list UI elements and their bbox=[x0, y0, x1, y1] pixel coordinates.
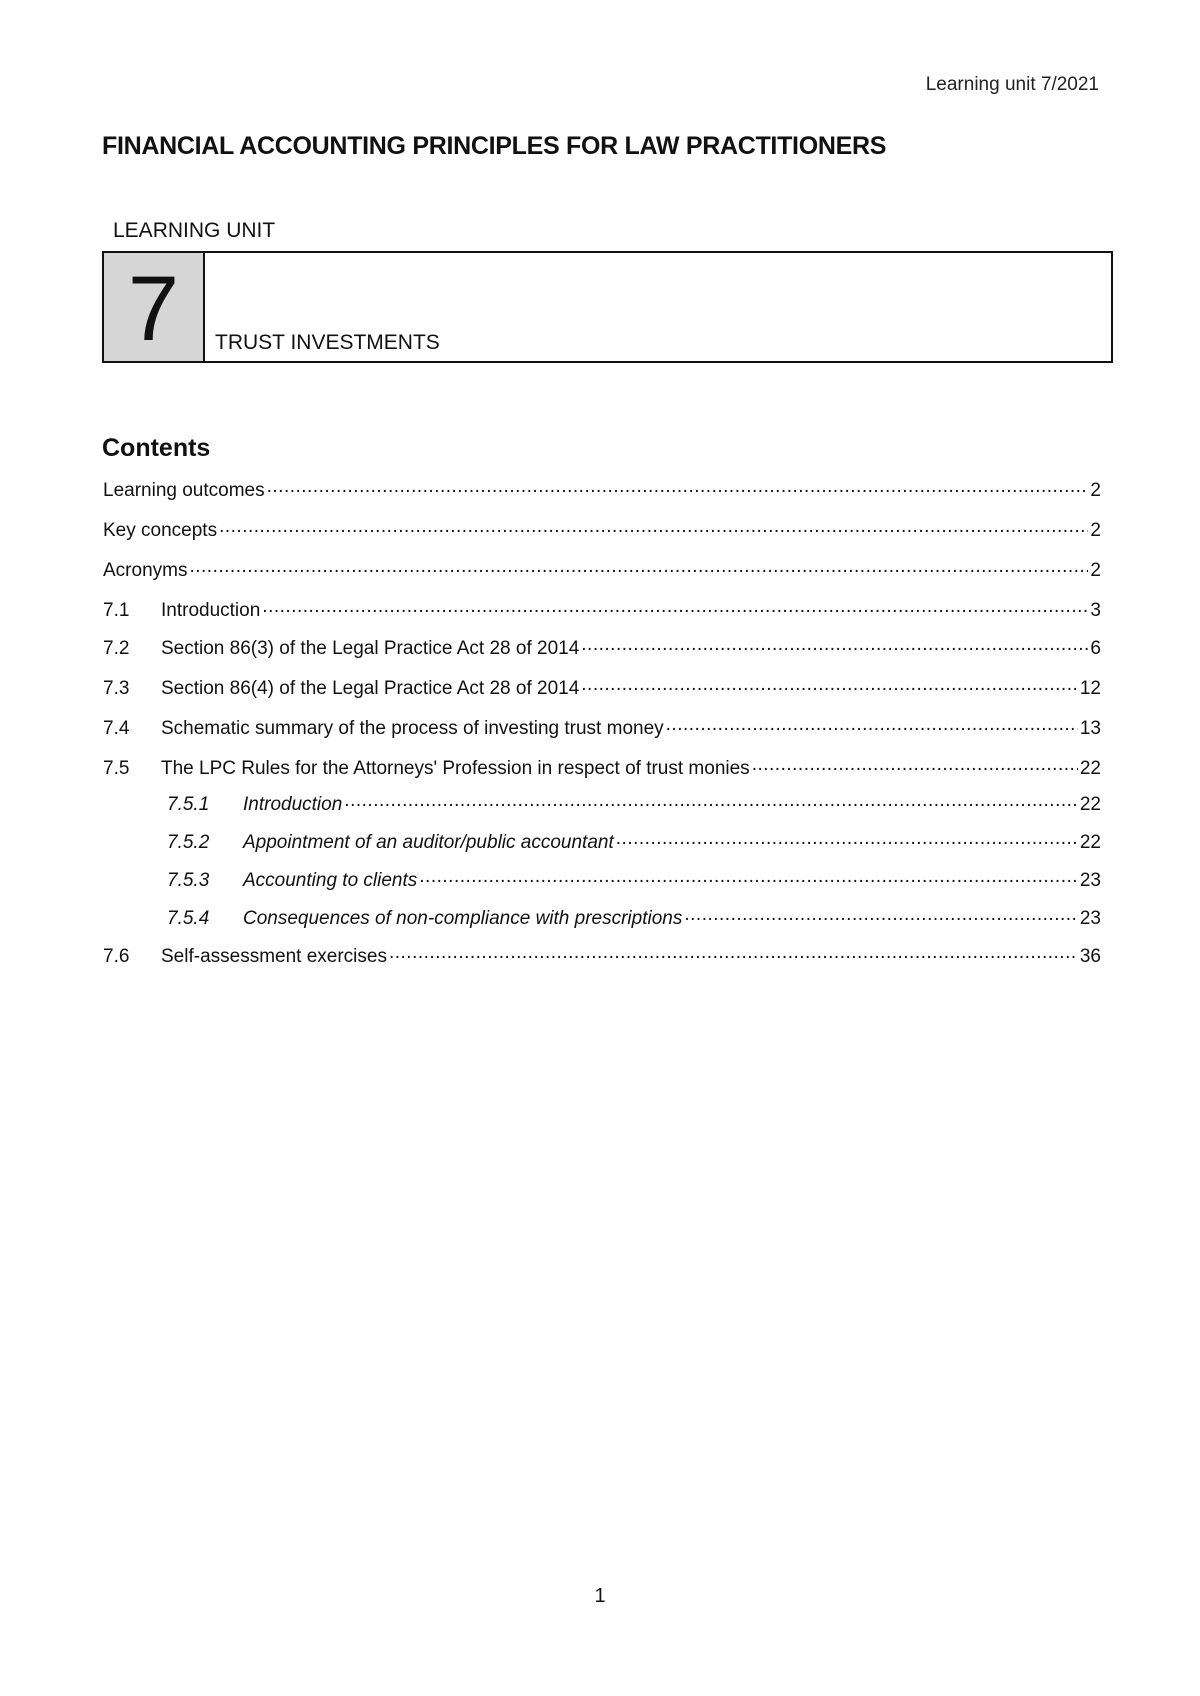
unit-number: 7 bbox=[127, 258, 180, 360]
toc-entry-page: 2 bbox=[1090, 520, 1101, 541]
toc-entry[interactable] bbox=[103, 636, 1101, 662]
toc-entry[interactable] bbox=[103, 518, 1101, 544]
toc-dot-leader bbox=[616, 830, 1078, 848]
toc-entry-label: Section 86(4) of the Legal Practice Act 28 of 2014 bbox=[161, 678, 580, 699]
toc-entry-page: 36 bbox=[1079, 946, 1101, 967]
document-title: FINANCIAL ACCOUNTING PRINCIPLES FOR LAW PRACTITIONERS bbox=[102, 132, 887, 160]
toc-entry-page: 13 bbox=[1079, 718, 1101, 739]
toc-entry-label: Schematic summary of the process of investing trust money bbox=[161, 718, 664, 739]
toc-entry-page: 3 bbox=[1090, 600, 1101, 621]
toc-entry[interactable] bbox=[103, 598, 1101, 624]
toc-entry-page: 2 bbox=[1090, 560, 1101, 581]
toc-entry-number: 7.3 bbox=[103, 678, 130, 699]
toc-entry-label: Consequences of non-compliance with prescriptions bbox=[243, 908, 683, 929]
unit-number-cell bbox=[104, 253, 205, 361]
learning-unit-caption: LEARNING UNIT bbox=[113, 219, 276, 242]
toc-entry-label: Introduction bbox=[161, 600, 261, 621]
toc-entry-number: 7.2 bbox=[103, 638, 130, 659]
toc-dot-leader bbox=[267, 478, 1089, 496]
toc-entry-page: 2 bbox=[1090, 480, 1101, 501]
toc-entry[interactable] bbox=[167, 868, 1101, 894]
toc-dot-leader bbox=[389, 944, 1078, 962]
toc-dot-leader bbox=[666, 716, 1078, 734]
toc-entry-number: 7.5 bbox=[103, 758, 130, 779]
toc-entry-page: 12 bbox=[1079, 678, 1101, 699]
toc-entry-number: 7.4 bbox=[103, 718, 130, 739]
toc-entry-label: Key concepts bbox=[103, 520, 218, 541]
toc-entry-number: 7.1 bbox=[103, 600, 130, 621]
toc-entry-page: 23 bbox=[1079, 908, 1101, 929]
toc-entry-label: Accounting to clients bbox=[243, 870, 418, 891]
toc-entry-label: Learning outcomes bbox=[103, 480, 265, 501]
toc-entry-label: Appointment of an auditor/public accountant bbox=[243, 832, 614, 853]
toc-entry-page: 22 bbox=[1079, 794, 1101, 815]
contents-heading: Contents bbox=[102, 434, 211, 462]
toc-dot-leader bbox=[262, 598, 1088, 616]
toc-dot-leader bbox=[581, 636, 1088, 654]
toc-entry[interactable] bbox=[167, 906, 1101, 932]
toc-entry-page: 22 bbox=[1079, 758, 1101, 779]
toc-entry[interactable] bbox=[167, 792, 1101, 818]
toc-dot-leader bbox=[219, 518, 1088, 536]
running-header: Learning unit 7/2021 bbox=[925, 74, 1099, 95]
toc-dot-leader bbox=[189, 558, 1088, 576]
toc-entry[interactable] bbox=[103, 716, 1101, 742]
toc-dot-leader bbox=[752, 756, 1078, 774]
toc-entry[interactable] bbox=[103, 944, 1101, 970]
toc-entry-number: 7.5.2 bbox=[167, 832, 210, 853]
toc-entry[interactable] bbox=[103, 558, 1101, 584]
unit-title-cell bbox=[205, 253, 1111, 361]
toc-entry-number: 7.5.4 bbox=[167, 908, 210, 929]
learning-unit-box bbox=[102, 251, 1113, 363]
toc-entry[interactable] bbox=[103, 756, 1101, 782]
toc-entry-number: 7.5.3 bbox=[167, 870, 210, 891]
toc-dot-leader bbox=[684, 906, 1078, 924]
toc-entry-label: Section 86(3) of the Legal Practice Act 28 of 2014 bbox=[161, 638, 580, 659]
toc-entry[interactable] bbox=[167, 830, 1101, 856]
toc-entry-number: 7.5.1 bbox=[167, 794, 210, 815]
toc-entry-label: Introduction bbox=[243, 794, 343, 815]
toc-entry-label: Acronyms bbox=[103, 560, 188, 581]
toc-dot-leader bbox=[419, 868, 1078, 886]
toc-entry-number: 7.6 bbox=[103, 946, 130, 967]
toc-entry[interactable] bbox=[103, 478, 1101, 504]
toc-dot-leader bbox=[581, 676, 1078, 694]
toc-entry-label: The LPC Rules for the Attorneys' Profession in respect of trust monies bbox=[161, 758, 750, 779]
toc-entry-page: 6 bbox=[1090, 638, 1101, 659]
toc-entry-label: Self-assessment exercises bbox=[161, 946, 387, 967]
toc-dot-leader bbox=[344, 792, 1078, 810]
toc-entry[interactable] bbox=[103, 676, 1101, 702]
page-number: 1 bbox=[594, 1585, 606, 1607]
toc-entry-page: 22 bbox=[1079, 832, 1101, 853]
toc-entry-page: 23 bbox=[1079, 870, 1101, 891]
unit-title: TRUST INVESTMENTS bbox=[215, 331, 440, 354]
